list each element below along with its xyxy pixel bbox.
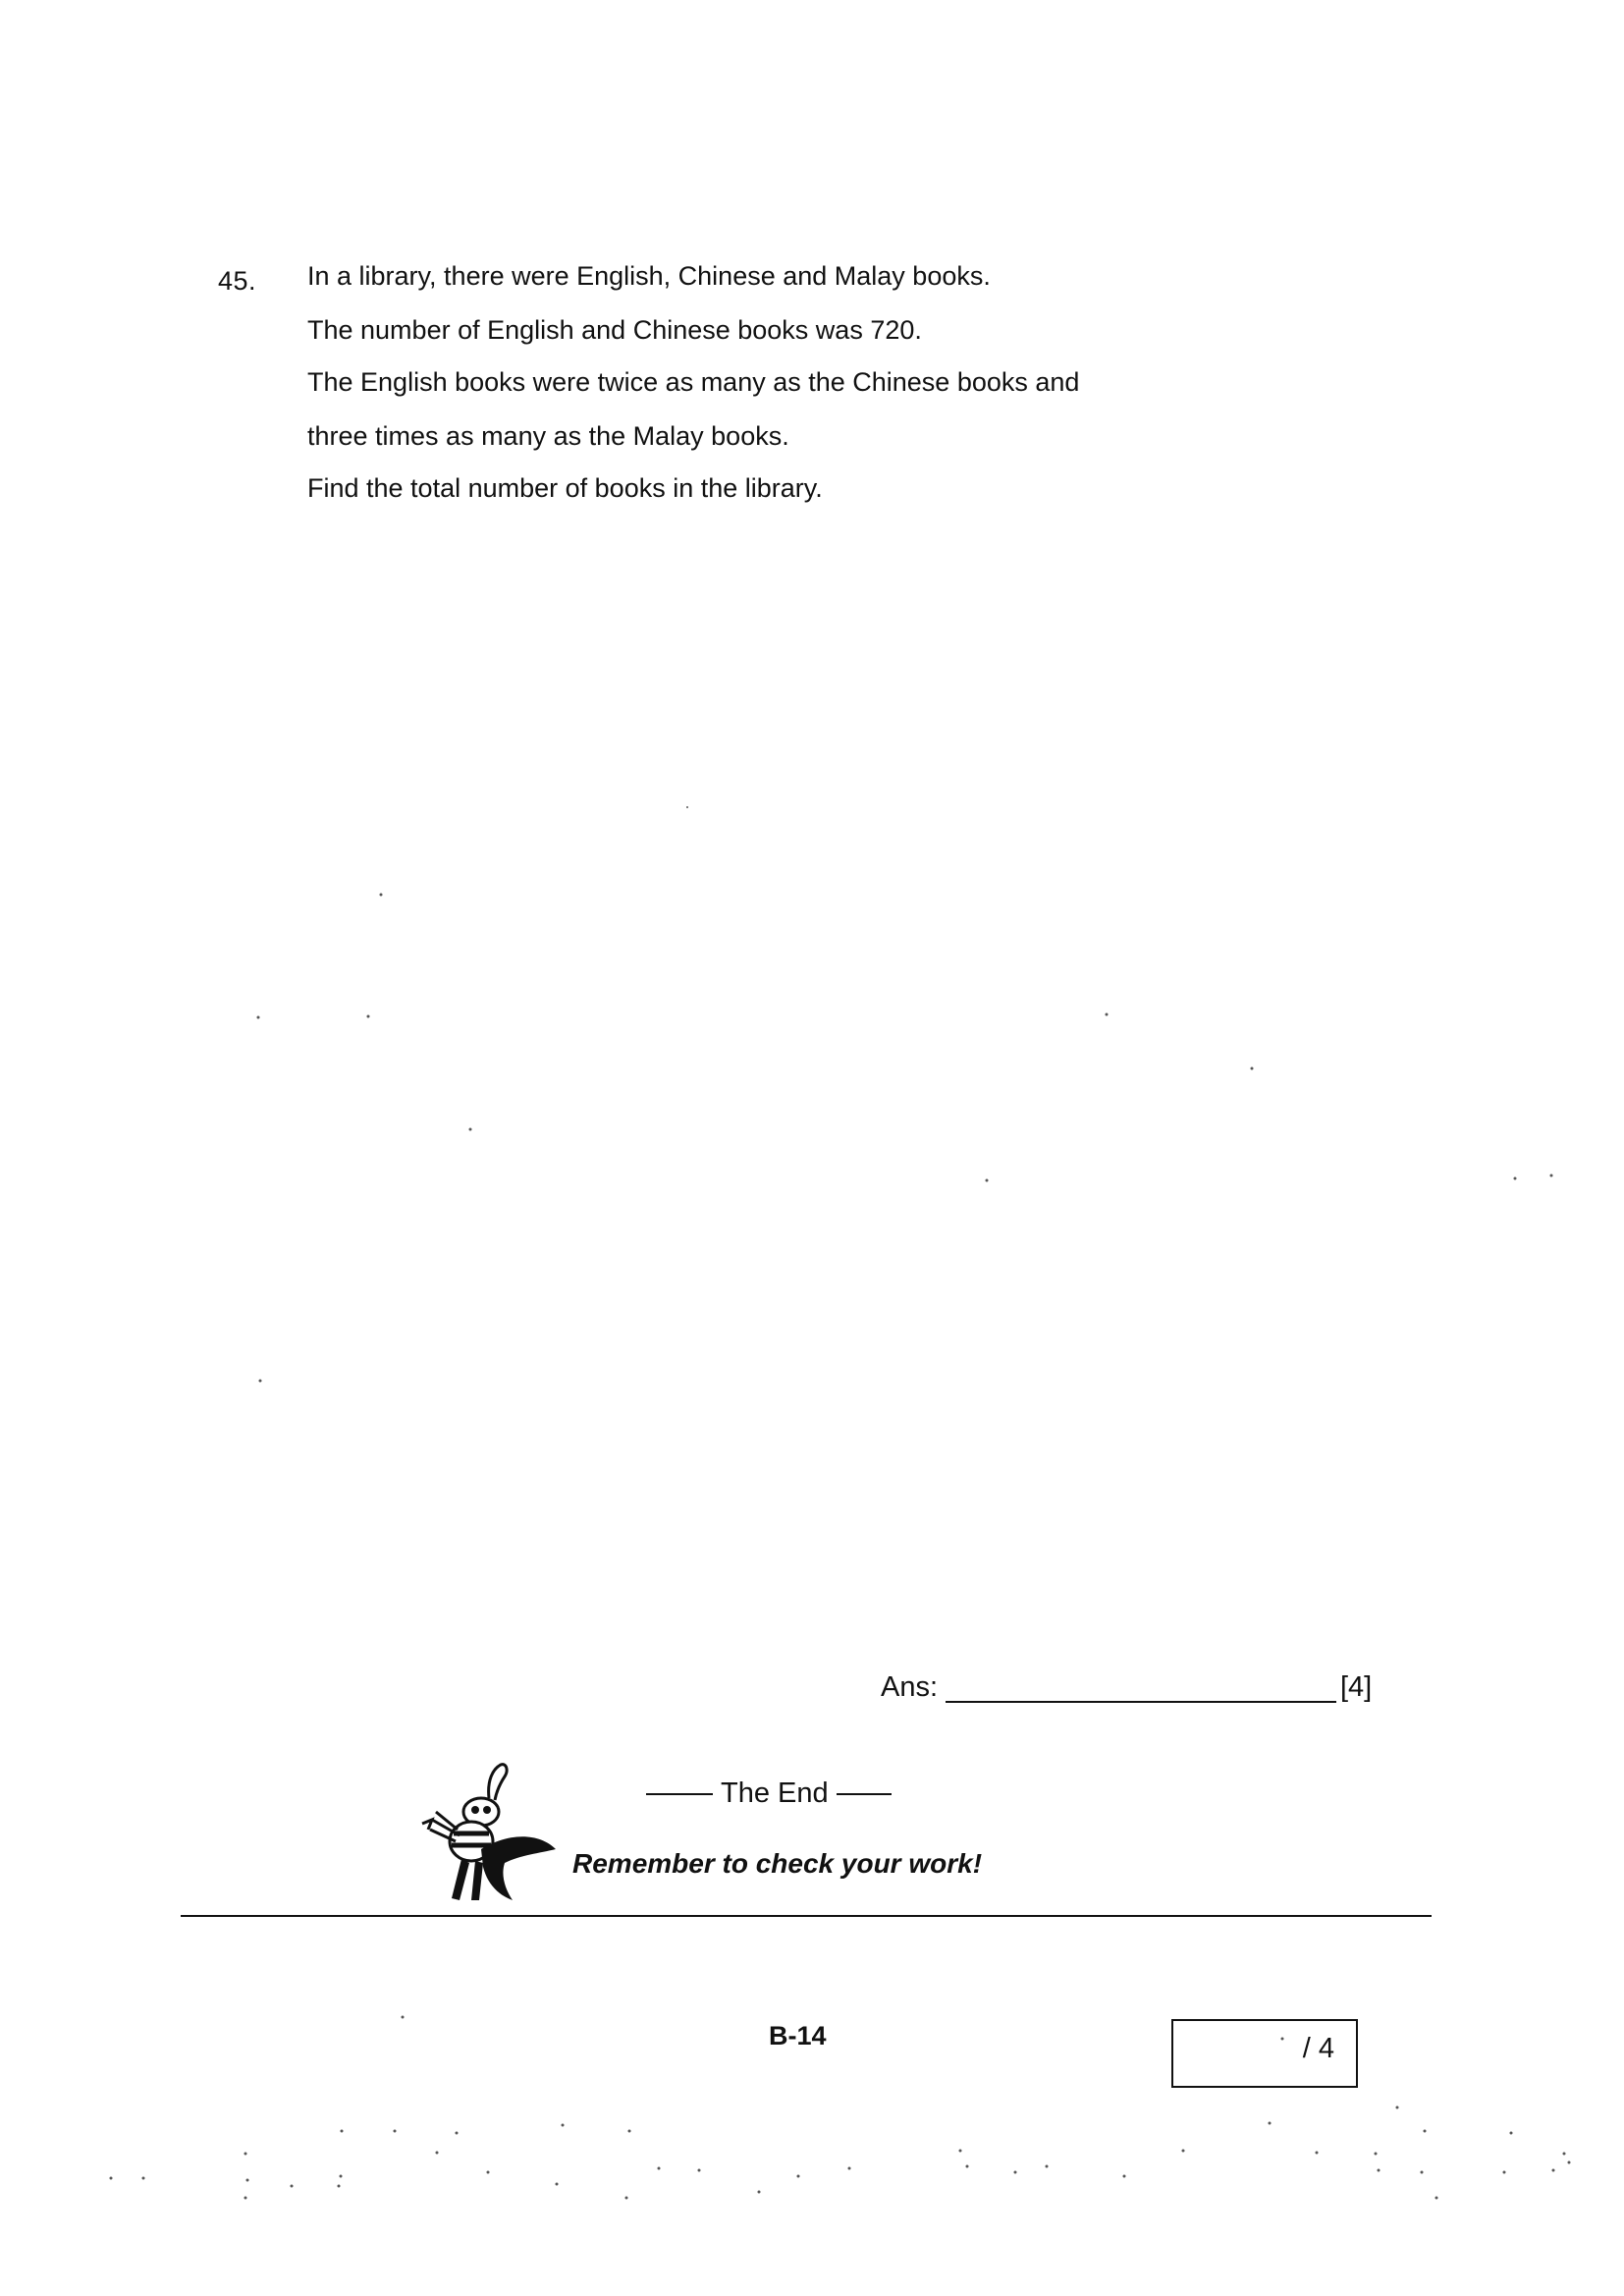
- answer-marks: [4]: [1340, 1671, 1373, 1703]
- end-dash-right: [837, 1793, 892, 1795]
- question-line-4: three times as many as the Malay books.: [307, 421, 789, 451]
- reminder-text: Remember to check your work!: [572, 1848, 983, 1879]
- question-line-5: Find the total number of books in the library.: [307, 473, 823, 503]
- question-line-2: The number of English and Chinese books was 720.: [307, 315, 922, 345]
- answer-label: Ans:: [881, 1671, 939, 1703]
- end-dash-left: [646, 1793, 713, 1795]
- question-line-1: In a library, there were English, Chinese and Malay books.: [307, 261, 991, 291]
- score-box[interactable]: [1171, 2019, 1358, 2088]
- the-end-text: The End: [721, 1777, 829, 1809]
- question-number: 45.: [218, 266, 257, 296]
- cartoon-bee-mascot-icon: [403, 1751, 569, 1908]
- answer-blank-line[interactable]: [946, 1701, 1336, 1703]
- footer-divider: [181, 1915, 1432, 1917]
- score-text: / 4: [1302, 2033, 1334, 2064]
- page-code: B-14: [769, 2021, 827, 2050]
- question-line-3: The English books were twice as many as the Chinese books and: [307, 367, 1080, 397]
- the-end-line: [646, 1777, 892, 1810]
